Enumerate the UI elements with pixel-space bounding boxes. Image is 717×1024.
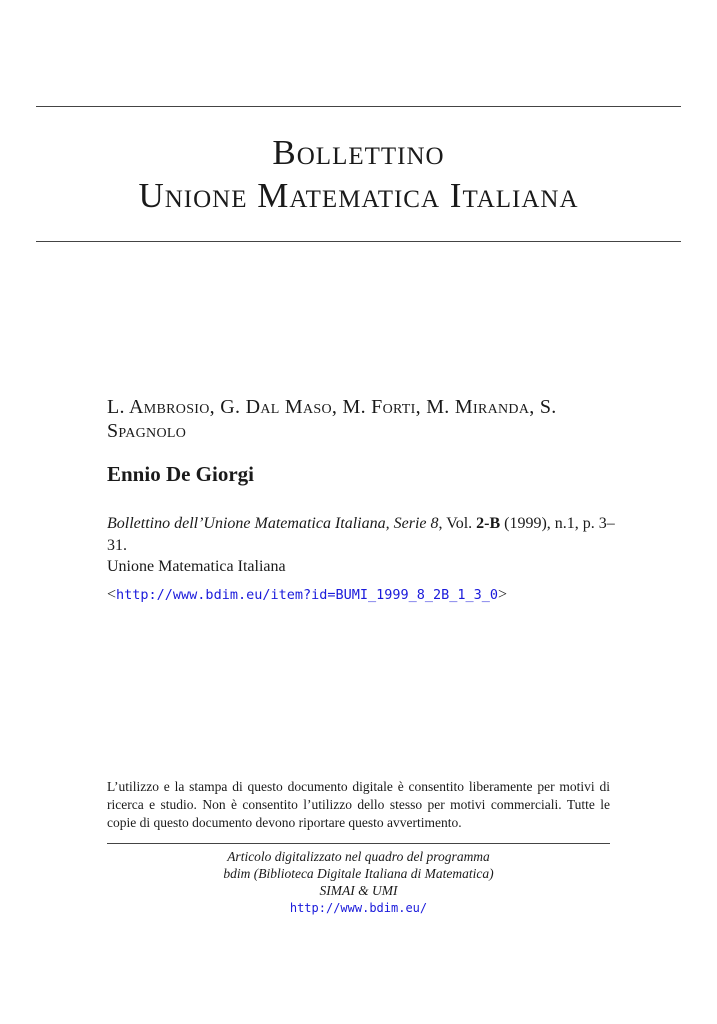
citation-journal: Bollettino dell’Unione Matematica Italiana, Serie 8: [107, 515, 439, 532]
usage-notice: L’utilizzo e la stampa di questo documento digitale è consentito liberamente per motivi di ricerca e studio. Non è consentito l’utilizzo dello stesso per motivi commerciali. Tutte le copie di questo documento devono riportare questo avvertimento.: [107, 779, 610, 830]
article-authors: L. Ambrosio, G. Dal Maso, M. Forti, M. Miranda, S. Spagnolo: [107, 396, 557, 442]
citation-rest: (1999), n.1, p. 3–31.: [107, 515, 615, 554]
citation-vol-prefix: , Vol.: [438, 515, 477, 532]
footer-url-link[interactable]: http://www.bdim.eu/: [289, 901, 428, 915]
footer-line1: Articolo digitalizzato nel quadro del programma: [227, 849, 490, 864]
footer-line3: SIMAI & UMI: [319, 883, 398, 898]
journal-title-line2: Unione Matematica Italiana: [138, 176, 579, 215]
article-citation: [107, 513, 617, 557]
digitization-footer: [107, 848, 610, 917]
footer-divider: [107, 843, 610, 844]
footer-url-line: [107, 899, 610, 917]
url-close-bracket: >: [498, 586, 508, 603]
title-bottom-divider: [36, 241, 681, 242]
article-title: Ennio De Giorgi: [107, 462, 255, 486]
url-open-bracket: <: [107, 586, 117, 603]
citation-volume: 2-B: [476, 515, 501, 532]
footer-line2: bdim (Biblioteca Digitale Italiana di Matematica): [223, 866, 494, 881]
top-divider: [36, 106, 681, 107]
journal-title-line1: Bollettino: [272, 133, 445, 172]
article-url-link[interactable]: http://www.bdim.eu/item?id=BUMI_1999_8_2B_1_3_0: [116, 587, 499, 603]
publisher-name: Unione Matematica Italiana: [107, 558, 286, 575]
article-url-line: [107, 584, 507, 606]
